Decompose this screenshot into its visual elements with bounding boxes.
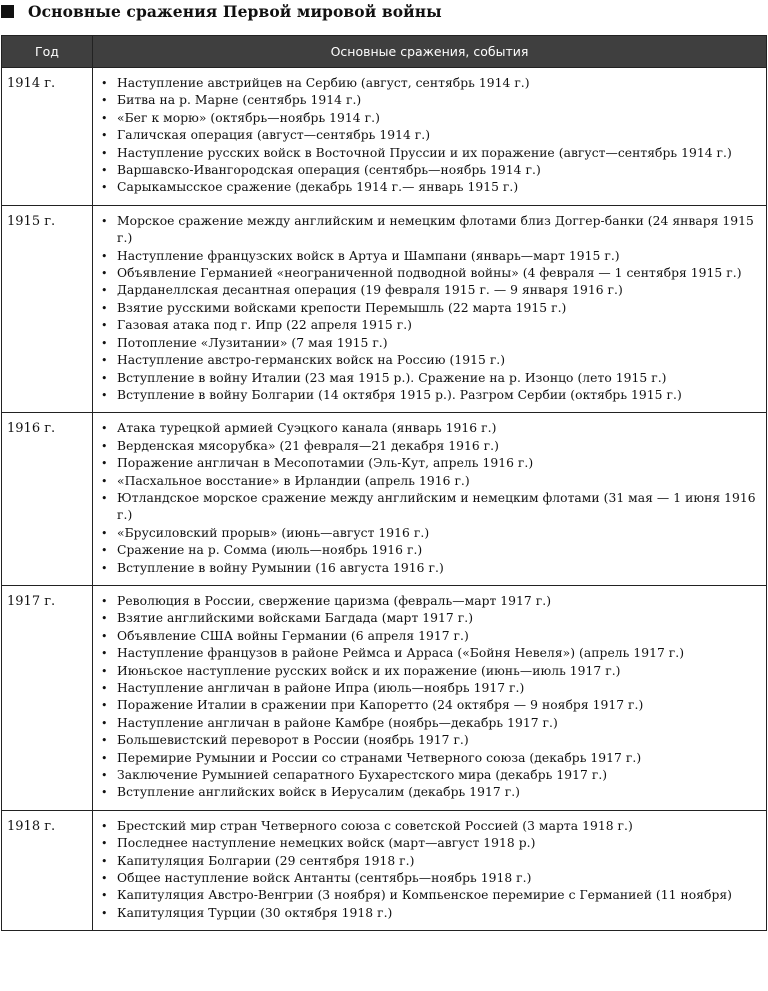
list-item xyxy=(93,680,762,697)
events-list xyxy=(93,75,762,197)
bullet-icon: • xyxy=(101,664,108,678)
bullet-icon: • xyxy=(101,854,108,868)
list-item xyxy=(93,542,762,559)
event-text: Вступление в войну Италии (23 мая 1915 р.). Сражение на р. Изонцо (лето 1915 г.) xyxy=(117,370,667,385)
list-item xyxy=(93,767,762,784)
list-item xyxy=(93,525,762,542)
list-item xyxy=(93,732,762,749)
list-item xyxy=(93,887,762,904)
event-text: Капитуляция Болгарии (29 сентября 1918 г.) xyxy=(117,853,415,868)
event-text: Объявление США войны Германии (6 апреля 1917 г.) xyxy=(117,628,469,643)
event-text: Взятие русскими войсками крепости Перемышль (22 марта 1915 г.) xyxy=(117,300,567,315)
event-text: Вступление в войну Болгарии (14 октября 1915 р.). Разгром Сербии (октябрь 1915 г.) xyxy=(117,387,682,402)
event-text: Газовая атака под г. Ипр (22 апреля 1915 г.) xyxy=(117,318,412,333)
event-text: Перемирие Румынии и России со странами Четверного союза (декабрь 1917 г.) xyxy=(117,750,642,765)
event-text: Капитуляция Австро-Венгрии (3 ноября) и Компьенское перемирие с Германией (11 ноября) xyxy=(117,888,733,903)
bullet-icon: • xyxy=(101,146,108,160)
list-item xyxy=(93,162,762,179)
list-item xyxy=(93,455,762,472)
list-item xyxy=(93,438,762,455)
events-cell xyxy=(93,810,767,930)
bullet-icon: • xyxy=(101,682,108,695)
list-item xyxy=(93,784,762,801)
list-item xyxy=(93,750,762,767)
list-item xyxy=(93,715,762,732)
event-text: Верденская мясорубка» (21 февраля—21 декабря 1916 г.) xyxy=(117,438,499,453)
bullet-icon: • xyxy=(101,544,108,558)
bullet-icon: • xyxy=(101,388,108,402)
event-text: Дарданеллская десантная операция (19 февраля 1915 г. — 9 января 1916 г.) xyxy=(117,283,623,298)
events-cell xyxy=(93,68,767,206)
table-body xyxy=(2,68,767,931)
event-text: Сражение на р. Сомма (июль—ноябрь 1916 г.) xyxy=(117,543,423,558)
event-text: Наступление французов в районе Реймса и Арраса («Бойня Невеля») (апрель 1917 г.) xyxy=(117,646,685,661)
events-list xyxy=(93,420,762,577)
bullet-icon: • xyxy=(101,699,108,713)
list-item xyxy=(93,853,762,870)
event-text: Наступление французских войск в Артуа и Шампани (январь—март 1915 г.) xyxy=(117,248,620,263)
bullet-icon: • xyxy=(101,629,108,643)
page-title: Основные сражения Первой мировой войны xyxy=(28,1,442,21)
list-item xyxy=(93,387,762,404)
event-text: Заключение Румынией сепаратного Бухарестского мира (декабрь 1917 г.) xyxy=(117,768,608,783)
bullet-icon: • xyxy=(101,371,108,385)
bullet-icon: • xyxy=(101,214,108,228)
event-text: Вступление английских войск в Иерусалим (декабрь 1917 г.) xyxy=(117,785,520,800)
event-text: Большевистский переворот в России (ноябрь 1917 г.) xyxy=(117,733,469,748)
event-text: Сарыкамысское сражение (декабрь 1914 г.— январь 1915 г.) xyxy=(117,180,519,195)
list-item xyxy=(93,560,762,577)
event-text: Варшавско-Ивангородская операция (сентябрь—ноябрь 1914 г.) xyxy=(117,163,541,178)
bullet-icon: • xyxy=(101,129,108,143)
table-row xyxy=(2,68,767,206)
bullet-icon: • xyxy=(101,422,108,436)
events-cell xyxy=(93,413,767,586)
year-cell: 1918 г. xyxy=(2,810,93,930)
bullet-icon: • xyxy=(101,164,108,178)
bullet-icon: • xyxy=(101,181,108,195)
list-item xyxy=(93,473,762,490)
event-text: Галичская операция (август—сентябрь 1914 г.) xyxy=(117,128,431,143)
bullet-icon: • xyxy=(101,561,108,575)
event-text: «Бег к морю» (октябрь—ноябрь 1914 г.) xyxy=(117,110,380,125)
year-cell: 1916 г. xyxy=(2,413,93,586)
header-events: Основные сражения, события xyxy=(93,36,767,68)
bullet-icon: • xyxy=(101,526,108,540)
list-item xyxy=(93,645,762,662)
list-item xyxy=(93,818,762,835)
bullet-icon: • xyxy=(101,612,108,626)
bullet-icon: • xyxy=(101,872,108,886)
bullet-icon: • xyxy=(101,249,108,263)
list-item xyxy=(93,628,762,645)
list-item xyxy=(93,248,762,265)
event-text: Революция в России, свержение царизма (февраль—март 1917 г.) xyxy=(117,593,552,608)
event-text: Поражение Италии в сражении при Капоретто (24 октября — 9 ноября 1917 г.) xyxy=(117,698,644,713)
bullet-icon: • xyxy=(101,94,108,108)
bullet-icon: • xyxy=(101,769,108,783)
list-item xyxy=(93,265,762,282)
list-item xyxy=(93,110,762,127)
bullet-icon: • xyxy=(101,336,108,350)
list-item xyxy=(93,179,762,196)
event-text: Атака турецкой армией Суэцкого канала (январь 1916 г.) xyxy=(117,421,497,436)
list-item xyxy=(93,282,762,299)
bullet-icon: • xyxy=(101,837,108,851)
bullet-icon: • xyxy=(101,457,108,471)
bullet-icon: • xyxy=(101,474,108,488)
list-item xyxy=(93,870,762,887)
bullet-icon: • xyxy=(101,889,108,903)
year-cell: 1915 г. xyxy=(2,205,93,412)
events-cell xyxy=(93,585,767,810)
bullet-icon: • xyxy=(101,439,108,453)
bullet-icon: • xyxy=(101,751,108,765)
list-item xyxy=(93,300,762,317)
event-text: Битва на р. Марне (сентябрь 1914 г.) xyxy=(117,93,362,108)
bullet-icon: • xyxy=(101,77,108,90)
event-text: Ютландское морское сражение между английским и немецким флотами (31 мая — 1 июня 1916 г.) xyxy=(117,490,756,523)
list-item xyxy=(93,697,762,714)
event-text: Брестский мир стран Четверного союза с советской Россией (3 марта 1918 г.) xyxy=(117,818,633,833)
list-item xyxy=(93,145,762,162)
list-item xyxy=(93,335,762,352)
battles-table xyxy=(1,35,767,931)
bullet-icon: • xyxy=(101,906,108,920)
bullet-icon: • xyxy=(101,267,108,281)
year-cell: 1914 г. xyxy=(2,68,93,206)
bullet-icon: • xyxy=(101,819,108,833)
event-text: Наступление русских войск в Восточной Пруссии и их поражение (август—сентябрь 1914 г.) xyxy=(117,145,732,160)
list-item xyxy=(93,593,762,610)
event-text: Наступление англичан в районе Ипра (июль—ноябрь 1917 г.) xyxy=(117,681,525,695)
events-list xyxy=(93,213,762,404)
list-item xyxy=(93,352,762,369)
list-item xyxy=(93,92,762,109)
bullet-icon: • xyxy=(101,491,108,505)
events-list xyxy=(93,818,762,922)
list-item xyxy=(93,663,762,680)
list-item xyxy=(93,610,762,627)
header-year: Год xyxy=(2,36,93,68)
list-item xyxy=(93,370,762,387)
event-text: Общее наступление войск Антанты (сентябрь—ноябрь 1918 г.) xyxy=(117,871,532,886)
event-text: Вступление в войну Румынии (16 августа 1916 г.) xyxy=(117,560,444,575)
event-text: Взятие английскими войсками Багдада (март 1917 г.) xyxy=(117,611,474,626)
list-item xyxy=(93,127,762,144)
event-text: Поражение англичан в Месопотамии (Эль-Кут, апрель 1916 г.) xyxy=(117,456,534,471)
table-row xyxy=(2,205,767,412)
event-text: Морское сражение между английским и немецким флотами близ Доггер-банки (24 января 1915 г.) xyxy=(117,213,754,246)
event-text: Июньское наступление русских войск и их поражение (июнь—июль 1917 г.) xyxy=(117,663,621,678)
bullet-icon: • xyxy=(101,734,108,748)
event-text: «Пасхальное восстание» в Ирландии (апрель 1916 г.) xyxy=(117,473,470,488)
event-text: Наступление австро-германских войск на Россию (1915 г.) xyxy=(117,353,506,368)
list-item xyxy=(93,490,762,525)
table-row xyxy=(2,810,767,930)
list-item xyxy=(93,317,762,334)
event-text: Капитуляция Турции (30 октября 1918 г.) xyxy=(117,905,393,920)
events-list xyxy=(93,593,762,802)
event-text: Потопление «Лузитании» (7 мая 1915 г.) xyxy=(117,335,388,350)
event-text: «Брусиловский прорыв» (июнь—август 1916 г.) xyxy=(117,525,430,540)
event-text: Наступление австрийцев на Сербию (август, сентябрь 1914 г.) xyxy=(117,76,530,90)
list-item xyxy=(93,213,762,248)
bullet-icon: • xyxy=(101,647,108,661)
list-item xyxy=(93,905,762,922)
event-text: Последнее наступление немецких войск (март—август 1918 р.) xyxy=(117,836,536,851)
table-row xyxy=(2,413,767,586)
list-item xyxy=(93,75,762,92)
year-cell: 1917 г. xyxy=(2,585,93,810)
event-text: Наступление англичан в районе Камбре (ноябрь—декабрь 1917 г.) xyxy=(117,715,558,730)
events-cell xyxy=(93,205,767,412)
table-row xyxy=(2,585,767,810)
bullet-icon: • xyxy=(101,354,108,368)
event-text: Объявление Германией «неограниченной подводной войны» (4 февраля — 1 сентября 1915 г.) xyxy=(117,266,742,281)
bullet-icon: • xyxy=(101,716,108,730)
table-header-row xyxy=(2,36,767,68)
bullet-icon: • xyxy=(101,319,108,333)
bullet-icon: • xyxy=(101,301,108,315)
list-item xyxy=(93,420,762,437)
bullet-icon: • xyxy=(101,284,108,298)
bullet-icon: • xyxy=(101,594,108,608)
list-item xyxy=(93,835,762,852)
bullet-icon: • xyxy=(101,111,108,125)
title-square-icon xyxy=(1,5,14,18)
bullet-icon: • xyxy=(101,786,108,800)
title-bar xyxy=(0,0,442,22)
